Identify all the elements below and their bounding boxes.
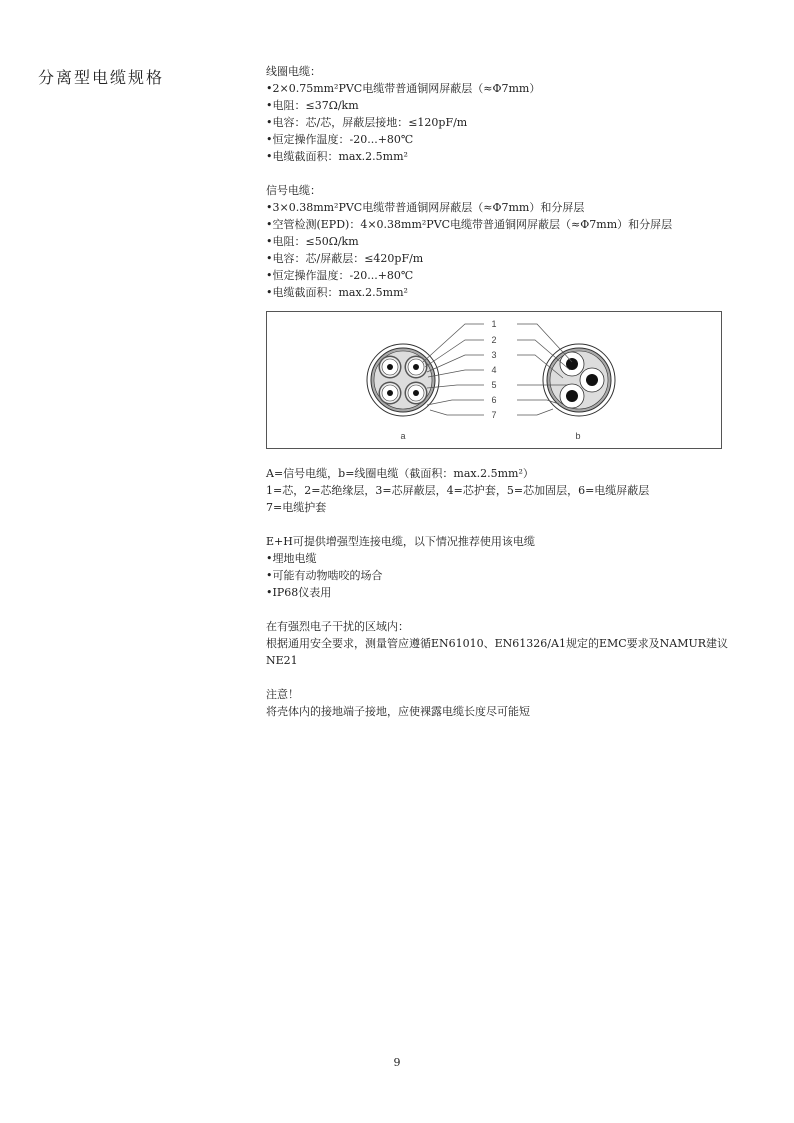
content-column xyxy=(266,63,766,720)
callout-7: 7 xyxy=(491,410,497,420)
legend-line-3: 7=电缆护套 xyxy=(266,501,327,514)
callout-6: 6 xyxy=(491,395,497,405)
interference-text-cont: NE21 xyxy=(266,654,298,667)
signal-cable-title: 信号电缆： xyxy=(266,184,321,197)
signal-spec-1: •3×0.38mm²PVC电缆带普通铜网屏蔽层（≈Φ7mm）和分屏层 xyxy=(266,201,585,214)
legend-line-1: A=信号电缆，b=线圈电缆（截面积：max.2.5mm²） xyxy=(266,467,534,480)
coil-cable-title: 线圈电缆： xyxy=(266,65,321,78)
coil-spec-2: •电阻：≤37Ω/km xyxy=(266,99,359,112)
recommend-item-3: •IP68仪表用 xyxy=(266,586,332,599)
callout-3: 3 xyxy=(491,350,497,360)
signal-spec-4: •电容：芯/屏蔽层：≤420pF/m xyxy=(266,252,424,265)
section-heading: 分离型电缆规格 xyxy=(38,68,165,87)
signal-spec-2: •空管检测(EPD)：4×0.38mm²PVC电缆带普通铜网屏蔽层（≈Φ7mm）和分屏层 xyxy=(266,218,673,231)
label-b: b xyxy=(575,431,581,441)
cable-diagram xyxy=(267,312,721,448)
callout-2: 2 xyxy=(491,335,497,345)
notice-title: 注意！ xyxy=(266,688,299,701)
callout-1: 1 xyxy=(491,319,497,329)
signal-cable-cross-section xyxy=(367,344,439,416)
signal-spec-3: •电阻：≤50Ω/km xyxy=(266,235,359,248)
coil-spec-5: •电缆截面积：max.2.5mm² xyxy=(266,150,408,163)
recommend-intro: E+H可提供增强型连接电缆，以下情况推荐使用该电缆 xyxy=(266,535,535,548)
coil-spec-3: •电容：芯/芯，屏蔽层接地：≤120pF/m xyxy=(266,116,468,129)
callout-5: 5 xyxy=(491,380,497,390)
coil-spec-1: •2×0.75mm²PVC电缆带普通铜网屏蔽层（≈Φ7mm） xyxy=(266,82,541,95)
notice-text: 将壳体内的接地端子接地，应使裸露电缆长度尽可能短 xyxy=(266,705,530,718)
interference-text: 根据通用安全要求，测量管应遵循EN61010、EN61326/A1规定的EMC要求及NAMUR建议 xyxy=(266,637,729,650)
recommend-item-1: •埋地电缆 xyxy=(266,552,317,565)
coil-spec-4: •恒定操作温度：-20...+80℃ xyxy=(266,133,414,146)
cable-cross-section-figure xyxy=(266,311,722,449)
coil-cable-cross-section xyxy=(543,344,615,416)
signal-spec-5: •恒定操作温度：-20...+80℃ xyxy=(266,269,414,282)
recommend-item-2: •可能有动物啮咬的场合 xyxy=(266,569,383,582)
signal-spec-6: •电缆截面积：max.2.5mm² xyxy=(266,286,408,299)
legend-line-2: 1=芯，2=芯绝缘层，3=芯屏蔽层，4=芯护套，5=芯加固层，6=电缆屏蔽层 xyxy=(266,484,650,497)
label-a: a xyxy=(400,431,406,441)
interference-title: 在有强烈电子干扰的区域内： xyxy=(266,620,409,633)
page-number: 9 xyxy=(393,1056,401,1069)
callout-4: 4 xyxy=(491,365,497,375)
